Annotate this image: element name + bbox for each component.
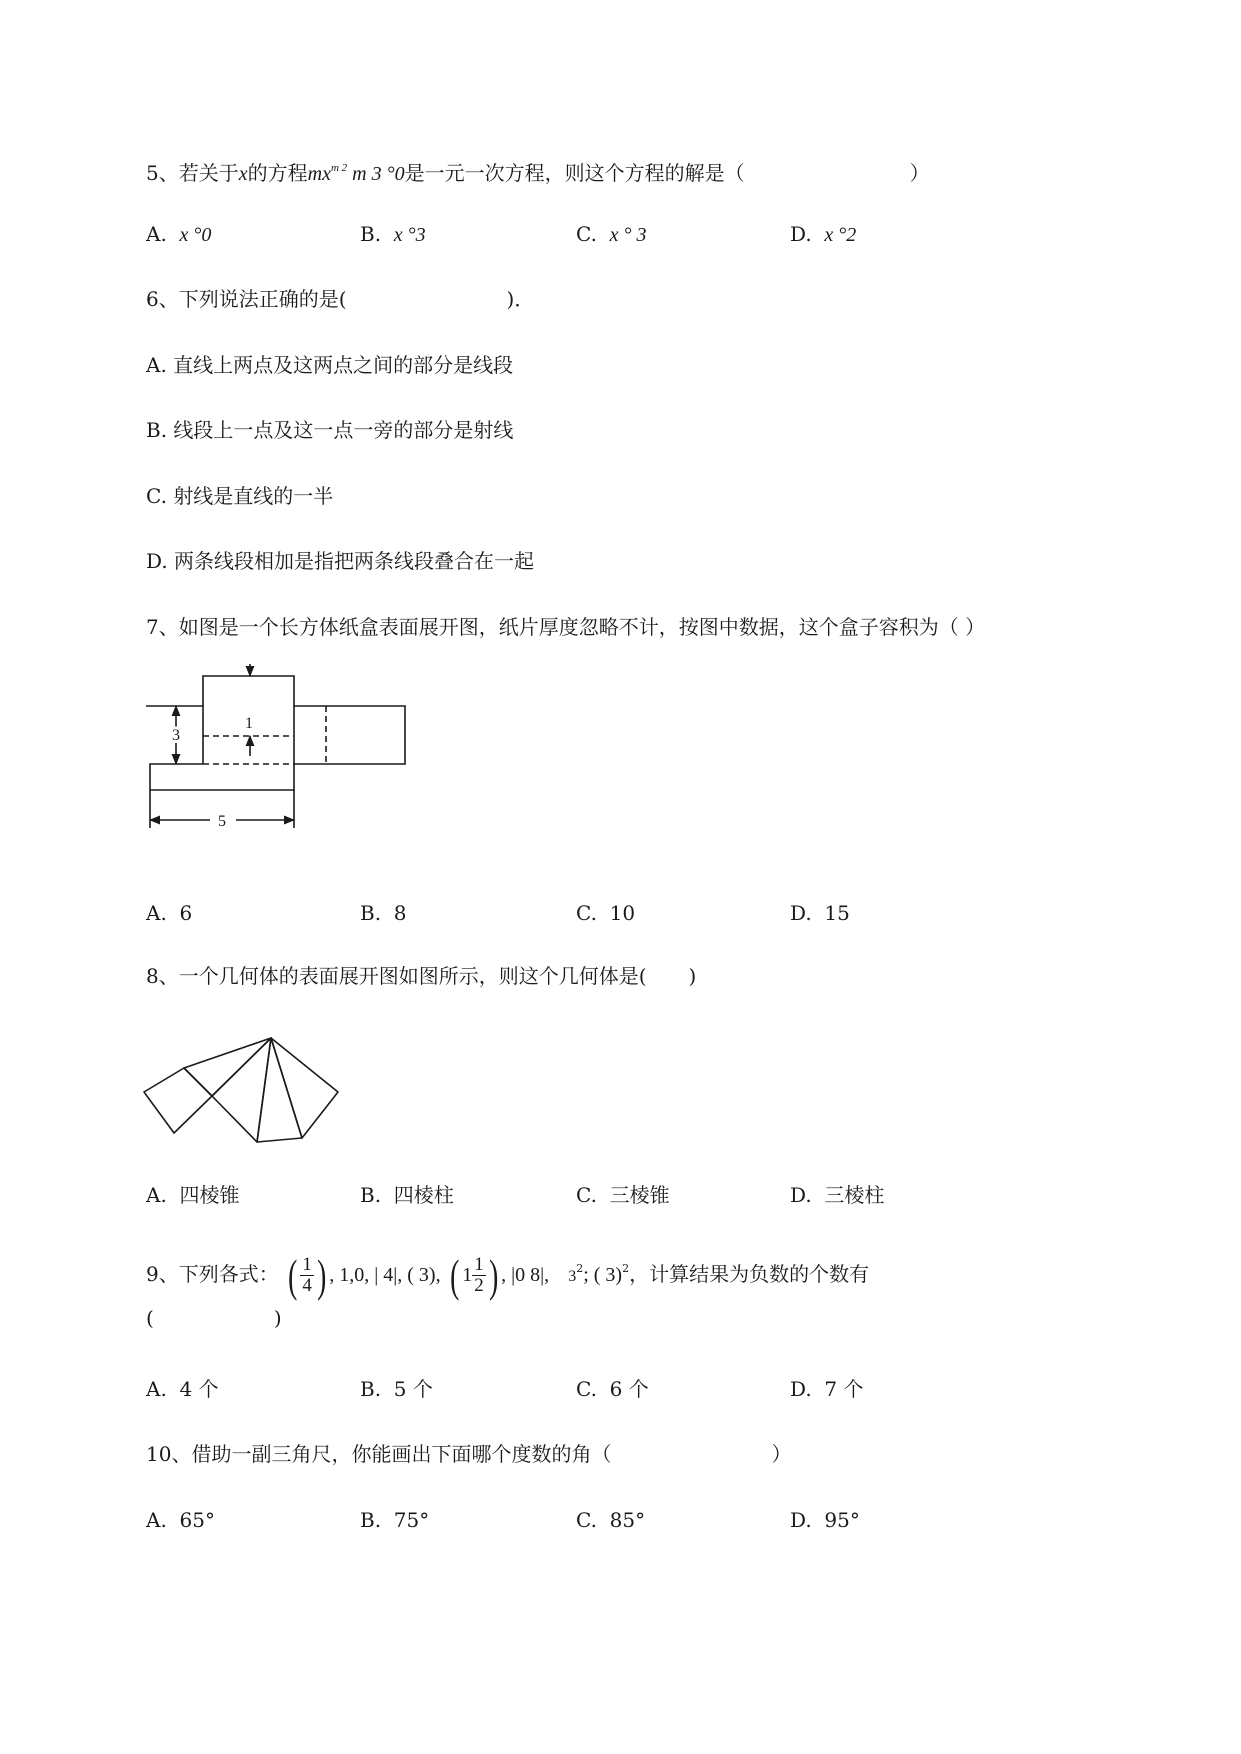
paren-close: ) <box>316 1249 327 1301</box>
option-letter: C. <box>146 484 167 508</box>
option-letter: C. <box>576 222 597 246</box>
option-text: 三棱锥 <box>609 1183 670 1207</box>
q6-option-b <box>146 417 513 443</box>
option-letter: D. <box>790 901 812 925</box>
q7-option-b <box>360 900 407 926</box>
option-text: 7 个 <box>824 1377 864 1401</box>
net-triangle-2 <box>212 1038 271 1142</box>
q9-answer-blank <box>146 1305 282 1331</box>
q9-option-c <box>576 1376 649 1402</box>
option-text: x °0 <box>179 224 212 246</box>
q6-stem-text: 6、下列说法正确的是( <box>146 287 347 311</box>
option-text: 四棱柱 <box>393 1183 454 1207</box>
q7-option-c <box>576 900 635 926</box>
option-text: 65° <box>179 1508 215 1532</box>
option-letter: A. <box>146 1183 167 1207</box>
mixed-whole: 1 <box>462 1264 473 1286</box>
q9-option-b <box>360 1376 433 1402</box>
option-letter: D. <box>790 1183 812 1207</box>
q8-option-c <box>576 1182 670 1208</box>
q10-option-b <box>360 1507 429 1533</box>
option-text: 直线上两点及这两点之间的部分是线段 <box>173 353 514 377</box>
frac-numerator: 1 <box>302 1254 312 1275</box>
frac-denominator: 2 <box>474 1275 484 1296</box>
label-three: 3 <box>172 727 180 744</box>
option-text: 线段上一点及这一点一旁的部分是射线 <box>173 418 514 442</box>
option-letter: B. <box>360 1377 382 1401</box>
option-letter: B. <box>360 901 382 925</box>
q9-option-d <box>790 1376 864 1402</box>
question-9-stem <box>146 1244 869 1302</box>
frac-numerator: 1 <box>474 1254 484 1275</box>
option-text: x °2 <box>824 224 857 246</box>
q5-option-a <box>146 221 211 248</box>
q10-option-c <box>576 1507 645 1533</box>
question-5-stem <box>146 155 930 187</box>
option-text: 75° <box>393 1508 430 1532</box>
option-text: 85° <box>609 1508 646 1532</box>
option-text: x °3 <box>393 224 426 246</box>
q6-option-c <box>146 483 333 509</box>
q5-var-x: x <box>238 163 248 185</box>
option-text: 6 <box>179 901 193 925</box>
q5-mid: 的方程 <box>247 161 308 185</box>
q7-option-d <box>790 900 850 926</box>
q10-close: ） <box>771 1442 792 1466</box>
q6-option-d <box>146 548 534 574</box>
option-letter: A. <box>146 1377 167 1401</box>
label-five: 5 <box>218 813 226 830</box>
q9-part5-sup: 2 <box>622 1262 630 1275</box>
option-letter: A. <box>146 353 167 377</box>
q8-option-b <box>360 1182 454 1208</box>
option-text: 四棱锥 <box>179 1183 240 1207</box>
option-letter: B. <box>360 1508 382 1532</box>
label-one: 1 <box>245 715 253 732</box>
q5-expr-rest: m 3 °0 <box>347 163 405 185</box>
q10-option-d <box>790 1507 860 1533</box>
option-text: 6 个 <box>609 1377 649 1401</box>
paren-close: ) <box>488 1249 499 1301</box>
q5-prefix: 5、若关于 <box>146 161 239 185</box>
net-outline <box>146 676 405 790</box>
pyramid-net-figure <box>140 1030 350 1140</box>
q5-option-d <box>790 221 856 248</box>
q8-option-d <box>790 1182 884 1208</box>
option-letter: B. <box>146 418 168 442</box>
q8-option-a <box>146 1182 240 1208</box>
q6-option-a <box>146 352 513 378</box>
q9-open: ( <box>146 1306 154 1330</box>
option-letter: C. <box>576 901 597 925</box>
q9-part4: 3 <box>568 1268 577 1285</box>
paren-open: ( <box>288 1249 298 1301</box>
paren-open: ( <box>450 1249 460 1301</box>
option-letter: D. <box>146 549 168 573</box>
net-triangle-1 <box>184 1038 271 1096</box>
q9-part4-sup: 2 <box>576 1262 584 1275</box>
option-letter: D. <box>790 1508 812 1532</box>
option-letter: D. <box>790 1377 812 1401</box>
q5-expr-sup: m 2 <box>330 162 348 174</box>
q9-part3: , |0 8|, <box>501 1264 550 1286</box>
q9-close: ) <box>273 1306 282 1330</box>
q10-option-a <box>146 1507 215 1533</box>
option-text: 三棱柱 <box>824 1183 885 1207</box>
q5-expr-main: mx <box>307 163 331 185</box>
net-triangle-4 <box>271 1038 338 1138</box>
option-letter: C. <box>576 1183 597 1207</box>
option-text: 射线是直线的一半 <box>173 484 334 508</box>
net-square-face <box>144 1068 212 1133</box>
frac-denominator: 4 <box>302 1275 312 1296</box>
question-8-stem <box>146 963 696 989</box>
q8-stem-text: 8、一个几何体的表面展开图如图所示，则这个几何体是( <box>146 964 647 988</box>
q9-option-a <box>146 1376 219 1402</box>
question-7-stem: 7、如图是一个长方体纸盒表面展开图，纸片厚度忽略不计，按图中数据，这个盒子容积为（ ） <box>146 615 986 639</box>
option-text: 5 个 <box>393 1377 433 1401</box>
q5-option-b <box>360 221 426 248</box>
q9-stem-text: 9、下列各式： <box>146 1262 279 1286</box>
fraction-1-2 <box>472 1255 486 1296</box>
q9-suffix: ，计算结果为负数的个数有 <box>629 1262 870 1286</box>
option-letter: C. <box>576 1377 597 1401</box>
net-triangle-3 <box>257 1038 302 1142</box>
option-letter: D. <box>790 222 812 246</box>
option-text: 10 <box>609 901 636 925</box>
box-net-figure <box>140 676 420 856</box>
option-letter: A. <box>146 901 167 925</box>
fraction-1-4 <box>300 1255 314 1296</box>
option-letter: B. <box>360 222 382 246</box>
option-text: 4 个 <box>179 1377 219 1401</box>
option-text: 8 <box>393 901 407 925</box>
option-letter: C. <box>576 1508 597 1532</box>
option-text: x ° 3 <box>609 224 647 246</box>
q9-part2: , 1,0, | 4|, ( 3), <box>329 1264 441 1286</box>
q5-suffix: 是一元一次方程，则这个方程的解是（ <box>404 161 745 185</box>
option-text: 15 <box>824 901 850 925</box>
q5-close: ） <box>909 161 930 185</box>
option-text: 两条线段相加是指把两条线段叠合在一起 <box>174 549 535 573</box>
question-6-stem <box>146 286 534 312</box>
q6-close: )． <box>506 287 535 311</box>
q9-part5: ; ( 3) <box>583 1264 623 1286</box>
option-letter: B. <box>360 1183 382 1207</box>
q10-stem-text: 10、借助一副三角尺，你能画出下面哪个度数的角（ <box>146 1442 612 1466</box>
q8-close: ) <box>688 964 697 988</box>
option-text: 95° <box>824 1508 860 1532</box>
q7-option-a <box>146 900 192 926</box>
q5-option-c <box>576 221 647 248</box>
question-10-stem <box>146 1441 791 1467</box>
option-letter: A. <box>146 222 167 246</box>
option-letter: A. <box>146 1508 167 1532</box>
